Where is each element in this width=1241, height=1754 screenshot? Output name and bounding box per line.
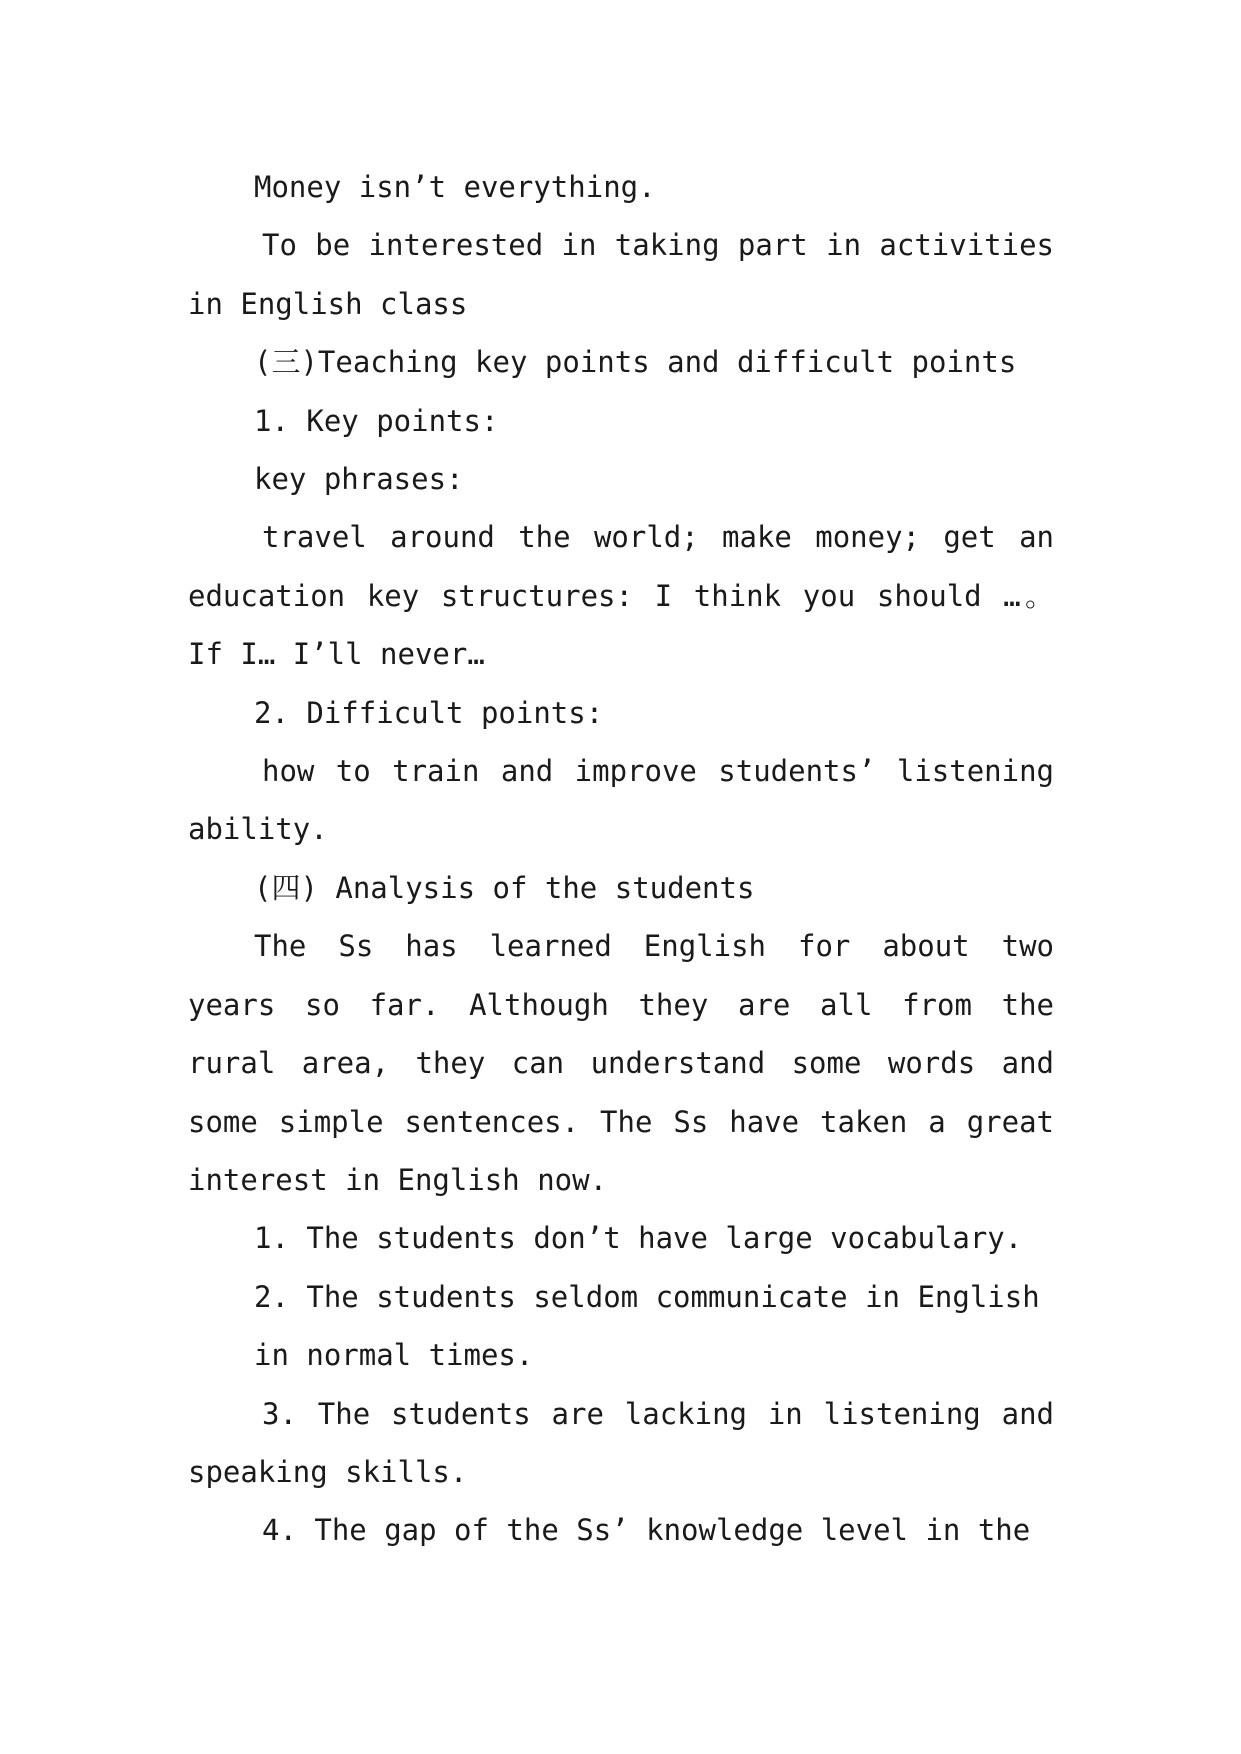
list-item-knowledge-gap: 4. The gap of the Ss’ knowledge level in the	[262, 1513, 1031, 1548]
heading-analysis-students: (四) Analysis of the students	[254, 870, 755, 905]
list-item-normal-times: in normal times.	[254, 1338, 534, 1373]
label-key-phrases: key phrases:	[254, 462, 464, 497]
list-item-skills: 3. The students are lacking in listening and speaking skills.	[188, 1396, 1054, 1489]
paragraph-students-background: The Ss has learned English for about two years so far. Although they are all from the rural area, they can understand some words and some simple sentences. The Ss have taken a great interest in English now.	[188, 929, 1054, 1197]
heading-key-points: (三)Teaching key points and difficult points	[254, 345, 1017, 380]
list-item-key-points: 1. Key points:	[254, 403, 499, 438]
paragraph-interest: To be interested in taking part in activities in English class	[188, 228, 1054, 321]
paragraph-listening-ability: how to train and improve students’ listening ability.	[188, 754, 1054, 847]
document-body	[188, 158, 1054, 1560]
paragraph-key-phrases: travel around the world; make money; get an education key structures: I think you should …。If I… I’ll never…	[188, 520, 1054, 672]
list-item-communicate: 2. The students seldom communicate in English	[254, 1279, 1040, 1314]
paragraph-money: Money isn’t everything.	[254, 170, 656, 204]
list-item-vocabulary: 1. The students don’t have large vocabulary.	[254, 1221, 1023, 1256]
list-item-difficult-points: 2. Difficult points:	[254, 695, 604, 730]
